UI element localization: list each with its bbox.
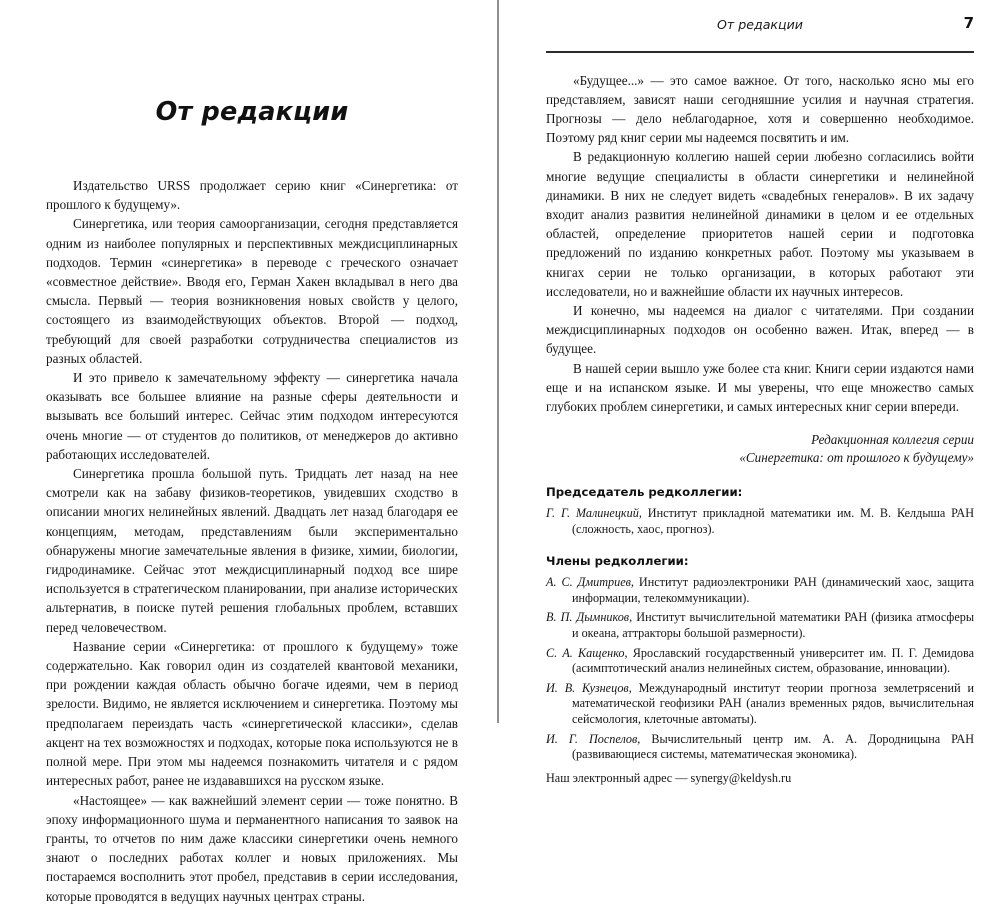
editorial-signature (546, 431, 974, 466)
paragraph: Название серии «Синергетика: от прошлого к будущему» тоже содержательно. Как говорил один из создателей квантовой механики, при рождении каждая область обычно богаче идеями, чем в период зрелости. Видимо, не является исключением и синергетика. Поэтому мы предполагаем переиздать часть «синергетической классики», сделав акцент на тех возможностях и подходах, которые пока используются не в полной мере. При этом мы надеемся познакомить читателя и с рядом интересных работ, ранее не издававшихся на русском языке. (46, 638, 458, 789)
running-head-title: От редакции (717, 17, 803, 32)
board-member-affiliation: Институт вычислительной математики РАН (физика атмосферы и океана, аттракторы большой размерности). (572, 610, 975, 641)
board-member-name: А. С. Дмитриев, (546, 575, 634, 590)
left-page (0, 0, 497, 904)
page-number: 7 (963, 14, 974, 32)
running-head (546, 0, 974, 47)
board-entry (546, 506, 974, 537)
paragraph: Издательство URSS продолжает серию книг «Синергетика: от прошлого к будущему». (46, 178, 458, 213)
paragraph: «Будущее...» — это самое важное. От того, насколько ясно мы его представляем, зависят наши сегодняшние усилия и научная стратегия. Прогнозы — дело неблагодарное, хотя и совершенно необходимое. Поэтому ряд книг серии мы надеемся посвятить и им. (546, 72, 974, 146)
paragraph: «Настоящее» — как важнейший элемент серии — тоже понятно. В эпоху информационного шума и перманентного написания то заявок на гранты, то отчетов по ним даже классики синергетики очень немного знают о последних работах коллег и новых приложениях. Мы постараемся восполнить этот пробел, представив в серии исследования, которые проводятся в ведущих научных центрах страны. (46, 792, 458, 904)
header-rule (546, 51, 974, 53)
right-page-text-block (546, 0, 974, 786)
board-entry (546, 610, 974, 641)
board-entry (546, 681, 974, 728)
board-chair-heading: Председатель редколлегии: (546, 485, 743, 500)
board-contact-email: Наш электронный адрес — synergy@keldysh.ru (546, 770, 792, 785)
board-member-affiliation: Ярославский государственный университет им. П. Г. Демидова (асимптотический анализ нелинейных систем, образование, инновации). (572, 645, 974, 676)
board-member-affiliation: Институт радиоэлектроники РАН (динамический хаос, защита информации, телекоммуникации). (572, 575, 975, 605)
editorial-board (546, 485, 974, 786)
board-member-name: С. А. Кащенко, (546, 645, 628, 660)
board-entry (546, 575, 974, 606)
left-page-body (46, 176, 458, 906)
left-page-text-block (46, 0, 458, 906)
paragraph: Синергетика прошла большой путь. Тридцать лет назад на нее смотрели как на забаву физиков-теоретиков, увидевших сходство в описании многих нелинейных явлений. Двадцать лет назад благодаря ее концепциям, методам, представлениям были экспериментально обнаружены многие замечательные явления в физике, химии, биологии, гидродинамике. Сейчас этот междисциплинарный подход все шире используется в стратегическом планировании, при анализе исторических альтернатив, в поиске путей решения глобальных проблем, вставших перед человечеством. (46, 466, 458, 635)
right-page-body (546, 71, 974, 417)
signature-line: «Синергетика: от прошлого к будущему» (739, 449, 974, 465)
board-members-heading: Члены редколлегии: (546, 554, 689, 569)
board-member-name: И. Г. Поспелов, (546, 731, 641, 746)
paragraph: И это привело к замечательному эффекту — синергетика начала оказывать все большее влияние на разные сферы деятельности и вызывать все больший интерес. Сейчас этим подходом интересуются очень многие — от студентов до политиков, от менеджеров до активно работающих исследователей. (46, 370, 458, 462)
signature-line: Редакционная коллегия серии (811, 432, 974, 448)
paragraph: Синергетика, или теория самоорганизации, сегодня представляется одним из наиболее популярных и перспективных междисциплинарных подходов. Термин «синергетика» в переводе с греческого означает «совместное действие». Вводя его, Герман Хакен вкладывал в него два смысла. Первый — теория возникновения новых свойств у целого, состоящего из взаимодействующих объектов. Второй — подход, требующий для своей разработки сотрудничества специалистов из разных областей. (46, 216, 458, 366)
board-member-affiliation: Вычислительный центр им. А. А. Дородницына РАН (развивающиеся системы, математическая экономика). (572, 731, 974, 762)
board-member-name: В. П. Дымников, (546, 610, 633, 625)
paragraph: В нашей серии вышло уже более ста книг. Книги серии издаются нами еще и на испанском языке. И мы уверены, что еще множество самых глубоких проблем синергетики, и самых интересных книг серии впереди. (546, 360, 974, 415)
board-member-name: Г. Г. Малинецкий, (546, 506, 642, 521)
paragraph: В редакционную коллегию нашей серии любезно согласились войти многие ведущие специалисты в области синергетики и нелинейной динамики. В них не следует видеть «свадебных генералов». В их задачу входит анализ развития нелинейной динамики в целом и ее отдельных областей, определение приоритетов нашей серии и подготовка предложений по изданию конкретных работ. Поэтому мы указываем в книгах серии не только организации, в которых работают эти исследователи, но и важнейшие области их научных интересов. (546, 149, 974, 299)
board-member-affiliation: Международный институт теории прогноза землетрясений и математической геофизики РАН (анализ временных рядов, вычислительная сейсмология, клеточные автоматы). (572, 680, 974, 726)
board-member-name: И. В. Кузнецов, (546, 680, 632, 695)
board-member-affiliation: Институт прикладной математики им. М. В. Келдыша РАН (сложность, хаос, прогноз). (572, 506, 975, 536)
board-entry (546, 646, 974, 677)
board-entry (546, 732, 974, 763)
right-page (499, 0, 1000, 785)
paragraph: И конечно, мы надеемся на диалог с читателями. При создании междисциплинарных подходов он особенно важен. Итак, вперед — в будущее. (546, 303, 974, 357)
page-title: От редакции (155, 97, 349, 127)
